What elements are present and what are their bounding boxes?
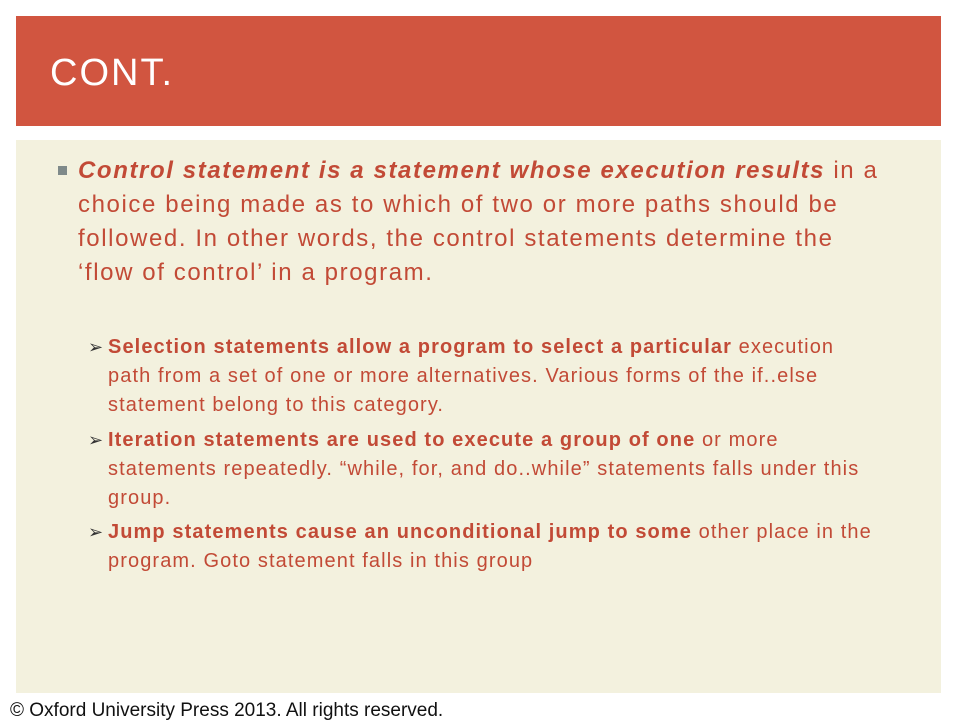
sub-bullet-text <box>108 426 878 513</box>
main-bullet <box>62 154 882 290</box>
square-bullet-icon <box>58 166 67 175</box>
main-bullet-lead: Control statement is a statement whose execution results <box>78 157 826 184</box>
arrow-bullet-icon: ➢ <box>88 430 105 450</box>
sub-bullet-rest: other place in the program. Goto statement falls in this group <box>108 521 872 572</box>
sub-bullet-bold: Jump statements cause an unconditional jump to some <box>108 521 692 543</box>
sub-bullet-rest: or more statements repeatedly. “while, for, and do..while” statements falls under this group. <box>108 429 860 509</box>
main-bullet-text <box>78 154 882 290</box>
sub-bullet-jump <box>88 518 878 576</box>
copyright-footer: © Oxford University Press 2013. All rights reserved. <box>10 700 444 721</box>
title-bar <box>16 16 941 126</box>
sub-bullet-text <box>108 518 878 576</box>
sub-bullet-bold: Iteration statements are used to execute a group of one <box>108 429 696 451</box>
sub-bullet-iteration <box>88 426 878 513</box>
arrow-bullet-icon: ➢ <box>88 337 105 357</box>
sub-bullet-selection <box>88 333 878 420</box>
main-bullet-rest: in a choice being made as to which of two or more paths should be followed. In other words, the control statements determine the ‘flow of control’ in a program. <box>78 157 879 286</box>
slide-title: CONT. <box>50 52 174 94</box>
sub-bullet-bold: Selection statements allow a program to select a particular <box>108 336 732 358</box>
sub-bullet-text <box>108 333 878 420</box>
sub-bullet-rest: execution path from a set of one or more alternatives. Various forms of the if..else statement belong to this category. <box>108 336 835 416</box>
arrow-bullet-icon: ➢ <box>88 522 105 542</box>
